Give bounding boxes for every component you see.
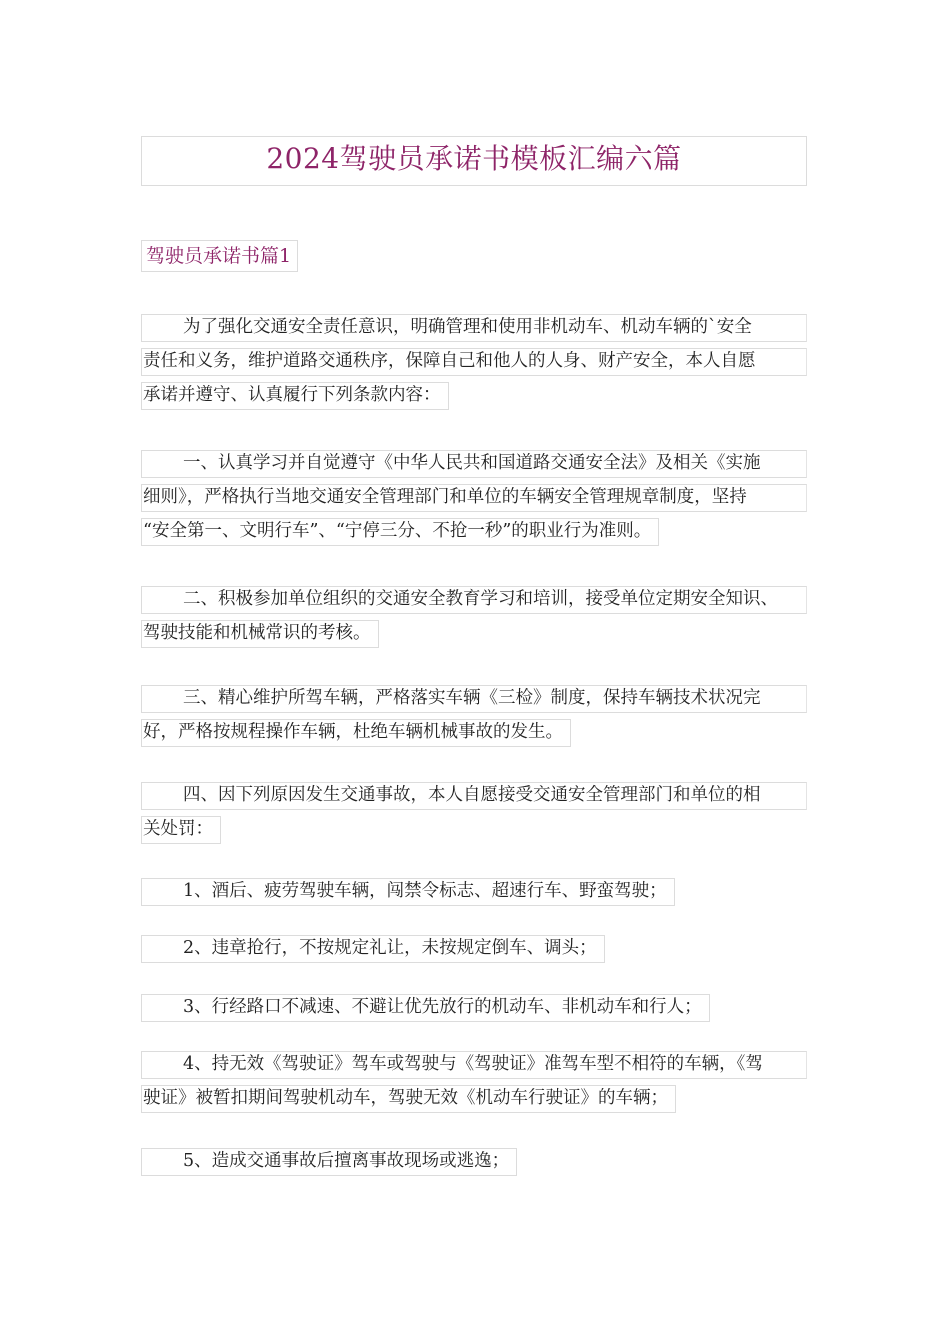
paragraph-line: 细则》，严格执行当地交通安全管理部门和单位的车辆安全管理规章制度，坚持 <box>141 480 807 514</box>
paragraph-line: 3、行经路口不减速、不避让优先放行的机动车、非机动车和行人； <box>141 990 702 1024</box>
paragraph-line: 三、精心维护所驾车辆，严格落实车辆《三检》制度，保持车辆技术状况完 <box>141 681 807 715</box>
paragraph-line: 驶证》被暂扣期间驾驶机动车，驾驶无效《机动车行驶证》的车辆； <box>141 1081 668 1115</box>
paragraph-line: “安全第一、文明行车”、“宁停三分、不抢一秒”的职业行为准则。 <box>141 514 651 548</box>
list-item <box>141 1144 807 1178</box>
list-item <box>141 931 807 965</box>
paragraph-line: 关处罚： <box>141 812 213 846</box>
paragraph-intro <box>141 310 807 412</box>
paragraph-line: 4、持无效《驾驶证》驾车或驾驶与《驾驶证》准驾车型不相符的车辆，《驾 <box>141 1047 807 1081</box>
paragraph-clause-2 <box>141 582 807 650</box>
paragraph-line: 二、积极参加单位组织的交通安全教育学习和培训，接受单位定期安全知识、 <box>141 582 807 616</box>
paragraph-line: 一、认真学习并自觉遵守《中华人民共和国道路交通安全法》及相关《实施 <box>141 446 807 480</box>
paragraph-clause-4 <box>141 778 807 846</box>
paragraph-line: 好，严格按规程操作车辆，杜绝车辆机械事故的发生。 <box>141 715 563 749</box>
list-item <box>141 874 807 908</box>
paragraph-line: 驾驶技能和机械常识的考核。 <box>141 616 371 650</box>
paragraph-clause-3 <box>141 681 807 749</box>
paragraph-line: 四、因下列原因发生交通事故，本人自愿接受交通安全管理部门和单位的相 <box>141 778 807 812</box>
paragraph-line: 5、造成交通事故后擅离事故现场或逃逸； <box>141 1144 509 1178</box>
section-heading: 驾驶员承诺书篇1 <box>141 240 298 272</box>
paragraph-line: 为了强化交通安全责任意识，明确管理和使用非机动车、机动车辆的`安全 <box>141 310 807 344</box>
paragraph-line: 1、酒后、疲劳驾驶车辆，闯禁令标志、超速行车、野蛮驾驶； <box>141 874 667 908</box>
paragraph-line: 2、违章抢行，不按规定礼让，未按规定倒车、调头； <box>141 931 597 965</box>
paragraph-line: 责任和义务，维护道路交通秩序，保障自己和他人的人身、财产安全，本人自愿 <box>141 344 807 378</box>
paragraph-line: 承诺并遵守、认真履行下列条款内容： <box>141 378 441 412</box>
paragraph-clause-1 <box>141 446 807 548</box>
list-item <box>141 990 807 1024</box>
list-item <box>141 1047 807 1115</box>
document-title: 2024驾驶员承诺书模板汇编六篇 <box>141 136 807 186</box>
